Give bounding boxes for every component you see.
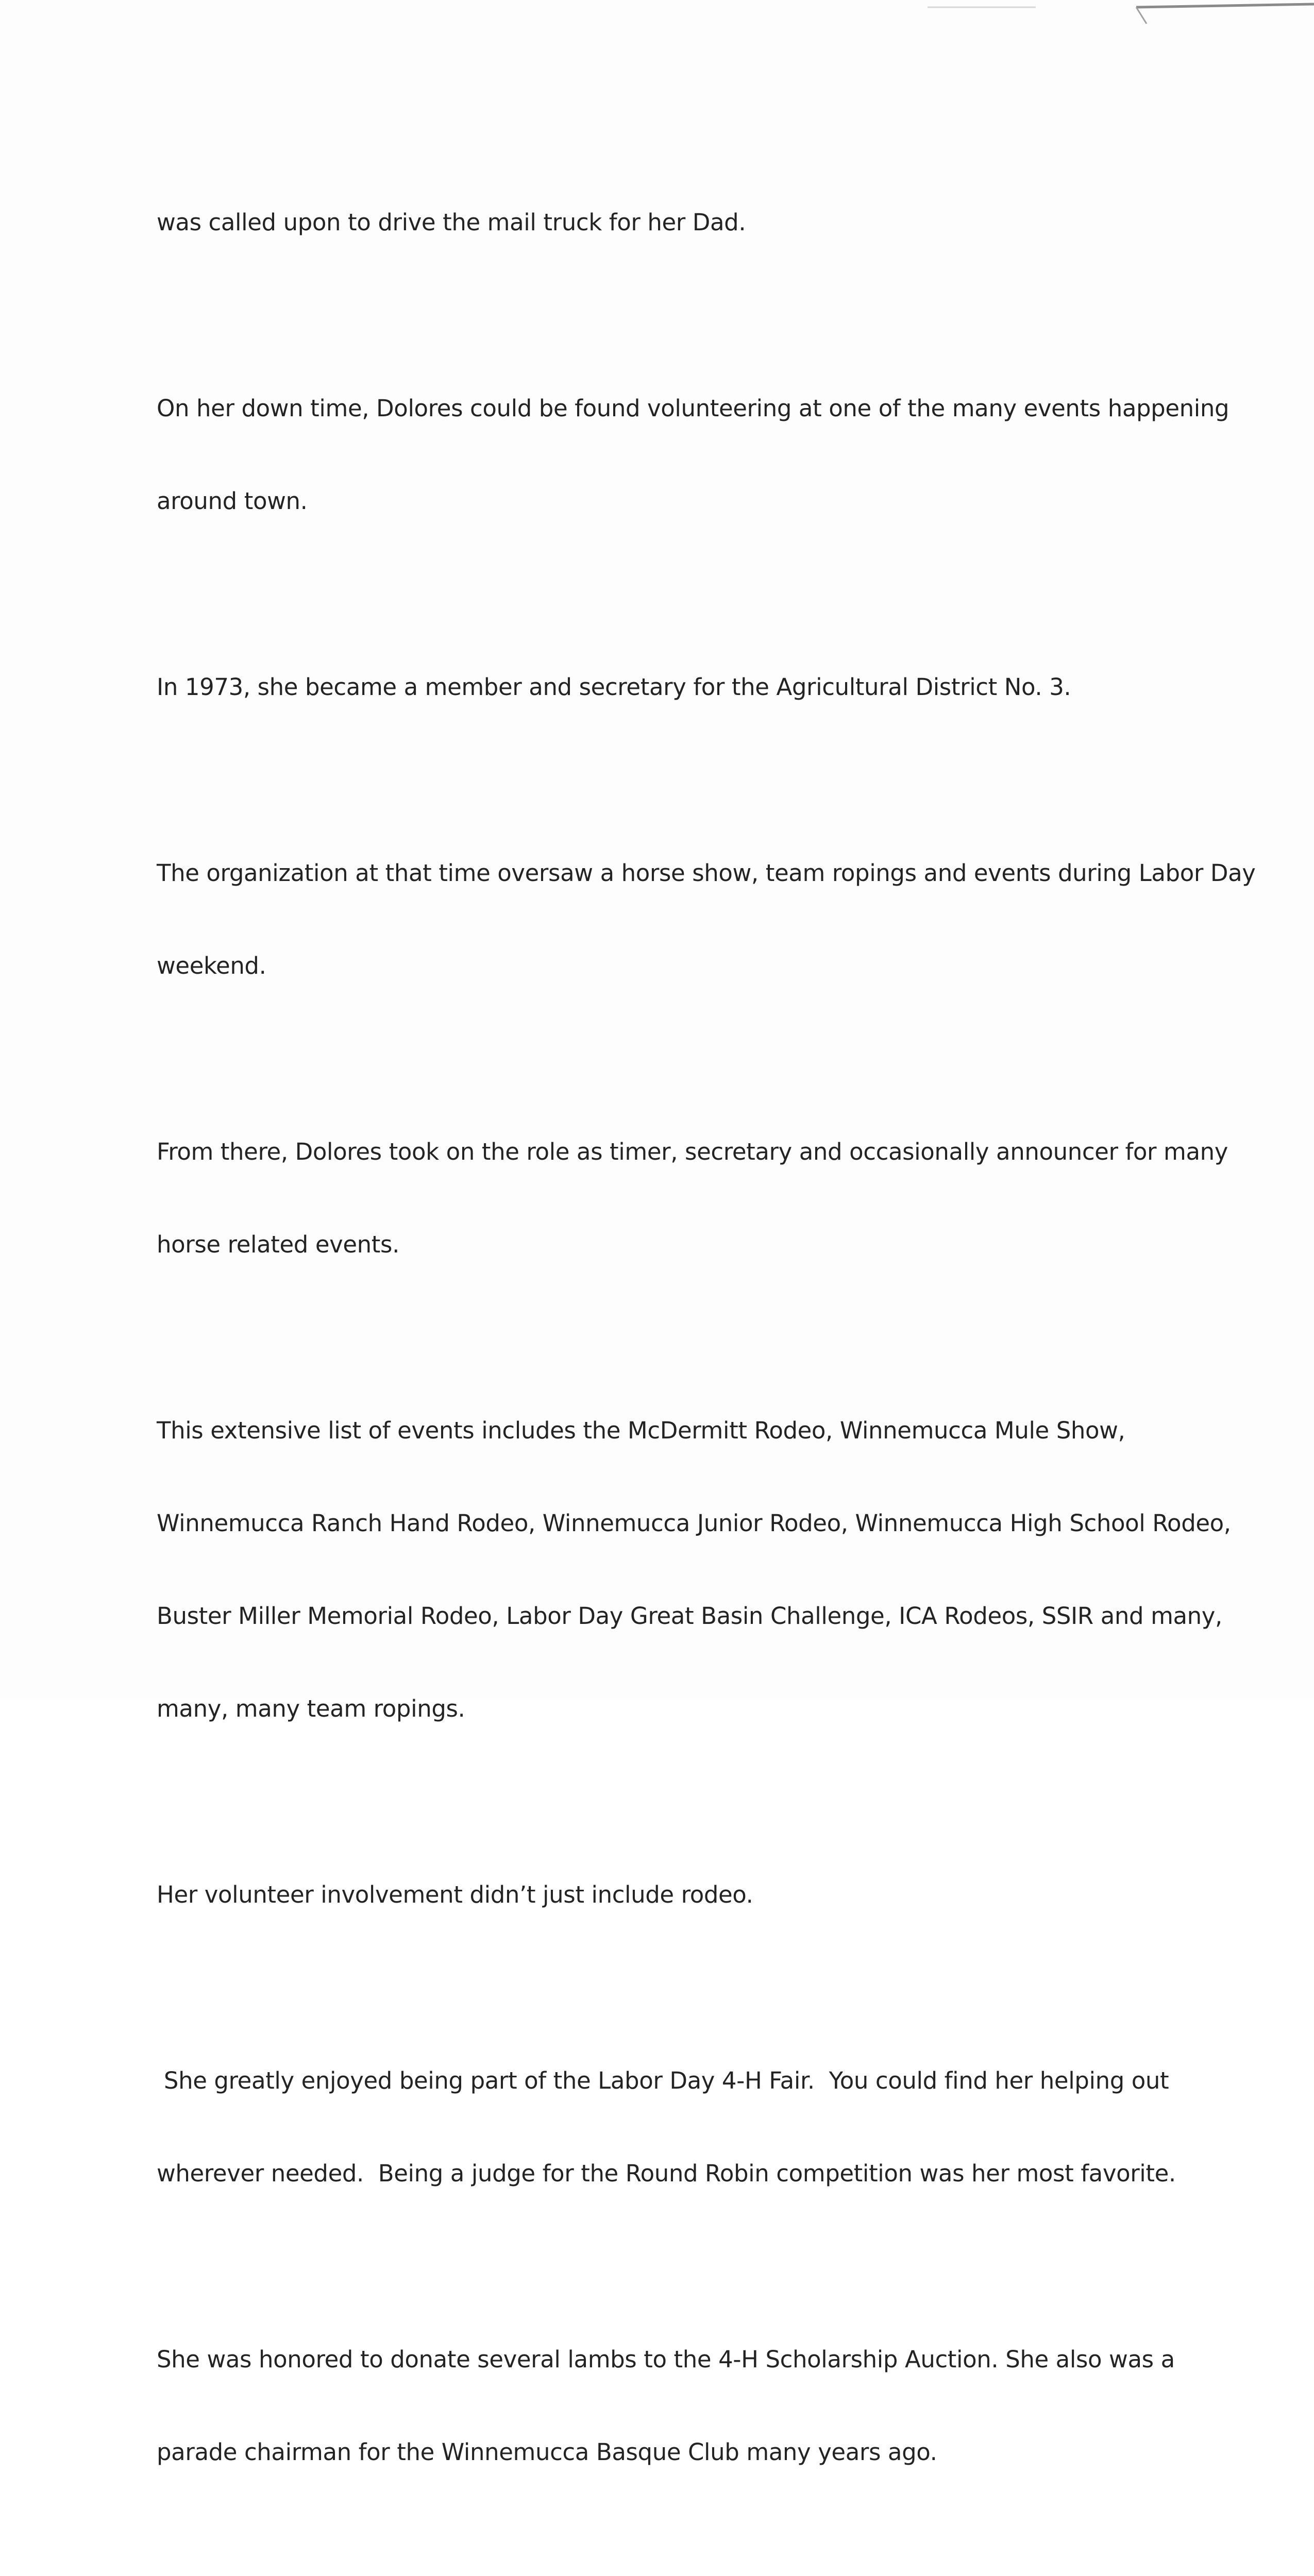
text-line: horse related events.	[157, 1231, 399, 1258]
text-line: She greatly enjoyed being part of the Labor Day 4-H Fair. You could find her helping out	[157, 2067, 1169, 2094]
text-line: wherever needed. Being a judge for the Round Robin competition was her most favorite.	[157, 2160, 1176, 2187]
text-line: Winnemucca Ranch Hand Rodeo, Winnemucca Junior Rodeo, Winnemucca High School Rodeo,	[157, 1510, 1231, 1537]
paragraph-down-time	[157, 331, 1229, 579]
document-body	[157, 145, 1256, 2576]
paragraph-1973	[157, 610, 1187, 765]
paragraph-events-list	[157, 1353, 1231, 1786]
paragraph-timer-role	[157, 1075, 1228, 1322]
text-line: From there, Dolores took on the role as timer, secretary and occasionally announcer for many	[157, 1138, 1228, 1165]
paragraph-4h-fair	[157, 2004, 1187, 2251]
text-line: In 1973, she became a member and secretary for the Agricultural District No. 3.	[157, 673, 1071, 701]
text-line: This extensive list of events includes the McDermitt Rodeo, Winnemucca Mule Show,	[157, 1417, 1125, 1444]
text-line: On her down time, Dolores could be found volunteering at one of the many events happening	[157, 395, 1229, 422]
text-line: She was honored to donate several lambs to the 4-H Scholarship Auction. She also was a	[157, 2346, 1175, 2373]
paragraph-mail-truck	[157, 145, 1187, 300]
text-line: many, many team ropings.	[157, 1695, 465, 1722]
paragraph-basque-festival	[157, 2561, 1187, 2576]
text-line: around town.	[157, 487, 308, 515]
text-line: was called upon to drive the mail truck for her Dad.	[157, 209, 746, 236]
text-line: weekend.	[157, 952, 266, 979]
text-line: Buster Miller Memorial Rodeo, Labor Day Great Basin Challenge, ICA Rodeos, SSIR and many,	[157, 1602, 1222, 1630]
text-line: The organization at that time oversaw a horse show, team ropings and events during Labor Day	[157, 859, 1256, 887]
paragraph-organization	[157, 796, 1256, 1043]
paragraph-involvement	[157, 1818, 1187, 1972]
text-line: Her volunteer involvement didn’t just include rodeo.	[157, 1881, 753, 1908]
scan-edge-mark	[928, 0, 1314, 31]
text-line: parade chairman for the Winnemucca Basque Club many years ago.	[157, 2438, 937, 2466]
paragraph-lambs-donation	[157, 2282, 1187, 2530]
